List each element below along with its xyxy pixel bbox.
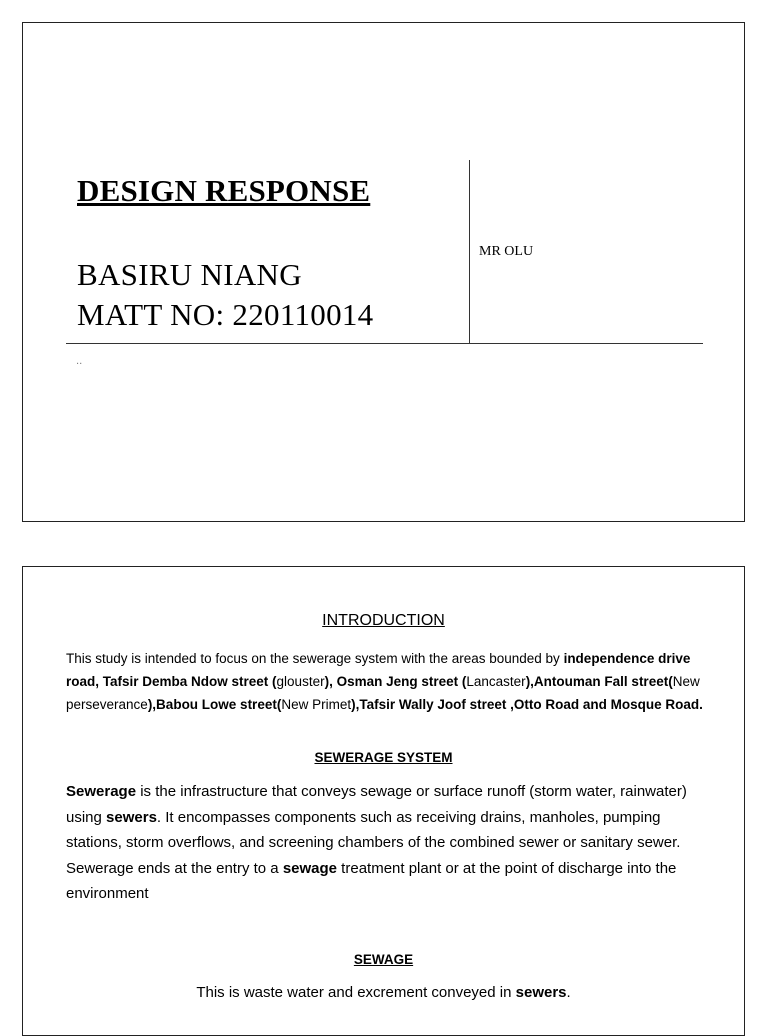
sewerage-paragraph	[66, 779, 706, 907]
sewage-term: sewage	[282, 859, 338, 877]
horizontal-divider	[66, 343, 703, 344]
sewage-def-period: .	[566, 984, 571, 1001]
intro-text-2: glouster	[276, 674, 325, 689]
introduction-paragraph	[66, 647, 706, 716]
sewers-term: sewers	[106, 808, 157, 826]
intro-bold-4: ),Antouman Fall street(	[525, 674, 673, 689]
teacher-name: MR OLU	[479, 244, 534, 259]
stray-marks: ..	[76, 356, 83, 367]
sewerage-text-1: is the infrastructure that conveys sewage or surface runoff (storm water, rainwater) using	[66, 783, 687, 826]
intro-text-3: Lancaster	[466, 674, 526, 689]
author-name: BASIRU NIANG	[77, 257, 302, 292]
sewage-def-text: This is waste water and excrement conveyed in	[196, 984, 516, 1001]
intro-bold-2: ), Osman Jeng street	[324, 674, 459, 689]
cover-page	[22, 22, 745, 522]
intro-bold-3: (	[461, 674, 467, 689]
sewerage-system-heading: SEWERAGE SYSTEM	[314, 750, 453, 765]
intro-text-1: This study is intended to focus on the sewerage system with the areas bounded by	[66, 651, 560, 666]
intro-bold-6: ),Tafsir Wally Joof street ,Otto Road and Mosque Road.	[351, 697, 703, 712]
intro-text-5: New Primet	[281, 697, 352, 712]
sewage-definition	[23, 984, 744, 1001]
introduction-heading: INTRODUCTION	[322, 612, 445, 629]
sewage-def-bold: sewers	[515, 984, 567, 1001]
sewerage-term: Sewerage	[66, 783, 137, 800]
intro-bold-5: ),Babou Lowe street(	[147, 697, 282, 712]
vertical-divider	[469, 160, 470, 343]
sewage-heading: SEWAGE	[353, 952, 414, 967]
intro-bold-1: independence drive road, Tafsir Demba Ndow street (	[66, 651, 691, 689]
matriculation-number: MATT NO: 220110014	[77, 297, 374, 332]
author-block	[77, 255, 373, 335]
content-page	[22, 566, 745, 1036]
sewerage-text-2: . It encompasses components such as receiving drains, manholes, pumping stations, storm overflows, and screening chambers of the combined sewer or sanitary sewer. Sewerage ends at the entry to a	[66, 808, 681, 877]
sewerage-text-3: treatment plant or at the point of discharge into the environment	[66, 859, 677, 902]
intro-text-4: New perseverance	[66, 674, 700, 712]
document-title: DESIGN RESPONSE	[77, 173, 371, 208]
